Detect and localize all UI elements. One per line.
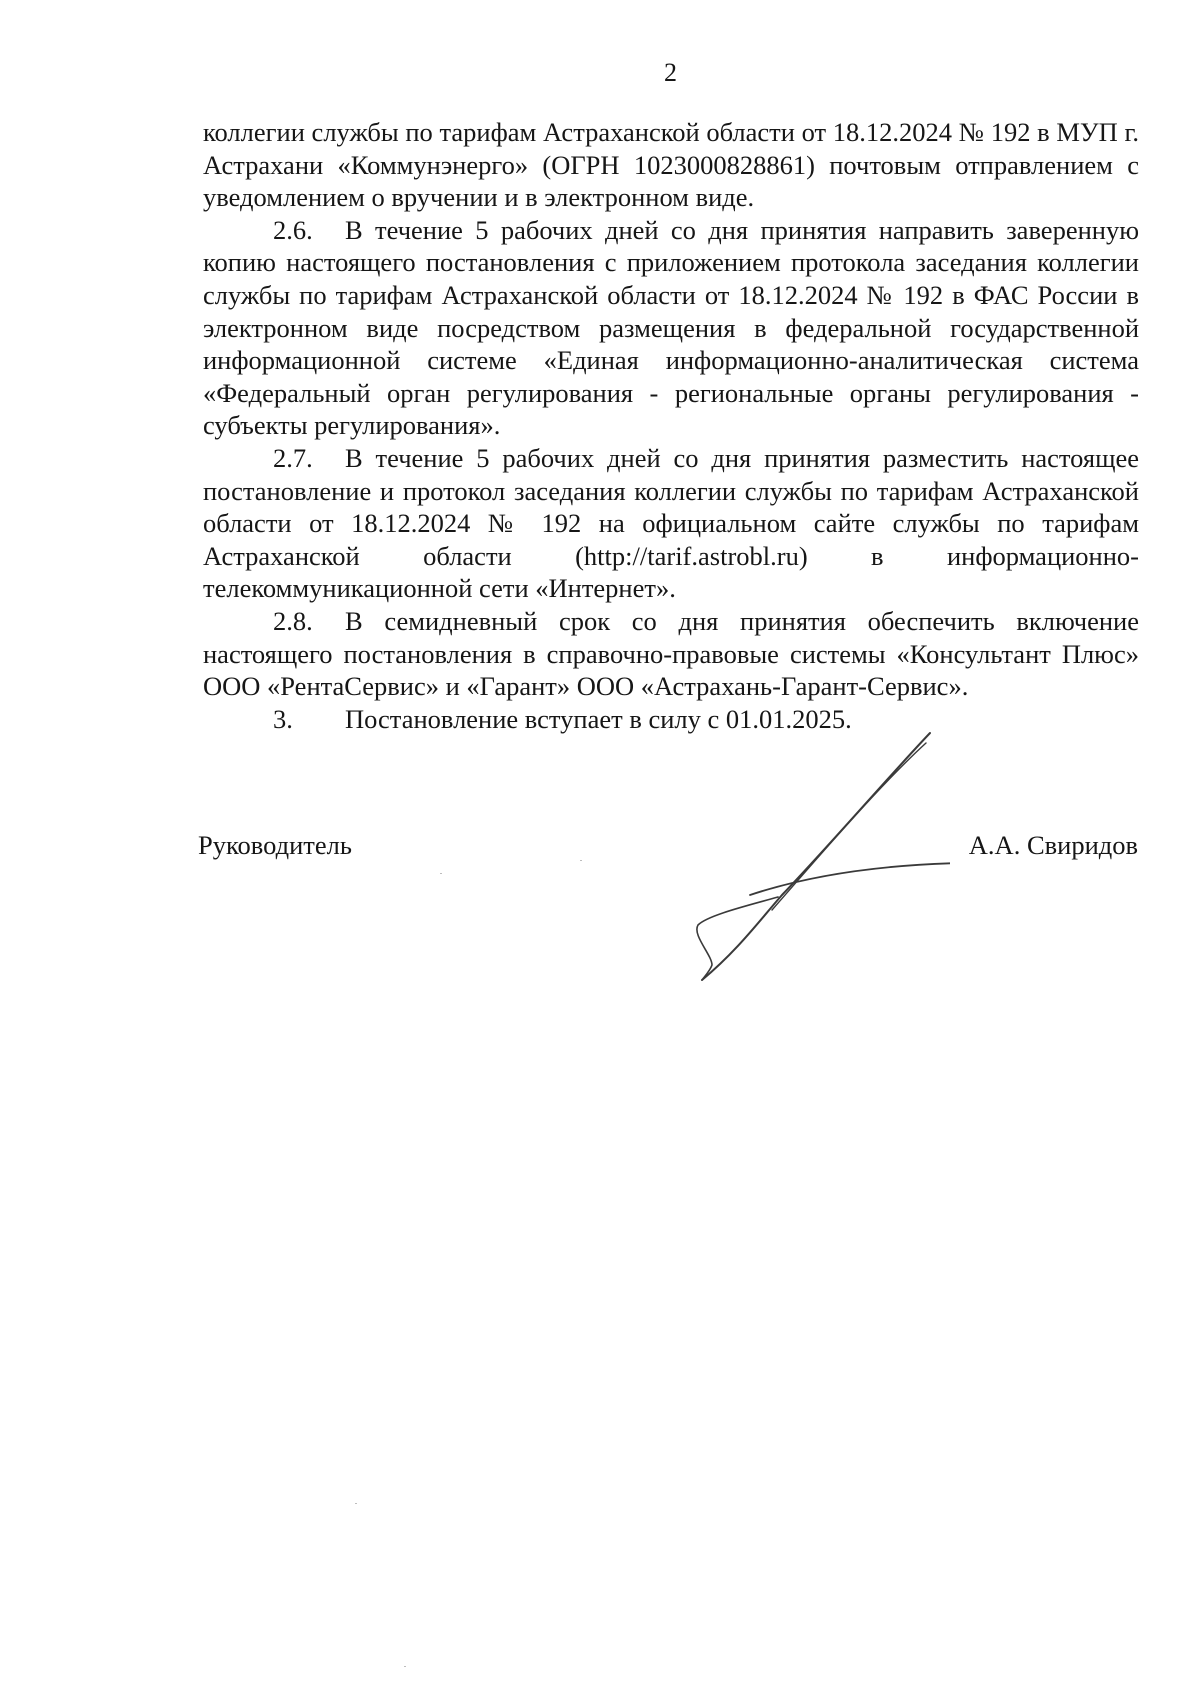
paragraph-text: В семидневный срок со дня принятия обеспечить включение настоящего постановления в справочно-правовые системы «Консультант Плюс» ООО «РентаСервис» и «Гарант» ООО «Астрахань-Гарант-Сервис».	[203, 605, 1139, 702]
document-body	[203, 116, 1139, 735]
signature-block	[198, 830, 1138, 870]
handwritten-signature	[690, 725, 950, 985]
paragraph-text: коллегии службы по тарифам Астраханской области от 18.12.2024 № 192 в МУП г. Астрахани «Коммунэнерго» (ОГРН 1023000828861) почтовым отправлением с уведомлением о вручении и в электронном виде.	[203, 117, 1139, 213]
paragraph-continuation	[203, 116, 1139, 214]
paragraph-2-8	[203, 605, 1139, 703]
paragraph-number: 3.	[273, 703, 293, 734]
signature-stroke-loop	[697, 897, 778, 980]
scan-speck	[580, 860, 582, 861]
paragraph-number: 2.6.	[273, 214, 313, 245]
page-number: 2	[664, 58, 677, 87]
paragraph-2-6	[203, 214, 1139, 442]
scan-speck	[404, 1666, 406, 1667]
signature-stroke-main	[702, 733, 930, 980]
paragraph-3	[203, 703, 1139, 736]
paragraph-2-7	[203, 442, 1139, 605]
paragraph-text: В течение 5 рабочих дней со дня принятия направить заверенную копию настоящего постановления с приложением протокола заседания коллегии службы по тарифам Астраханской области от 18.12.2024 № 192 в ФАС России в электронном виде посредством размещения в федеральной государственной информационной системе «Единая информационно-аналитическая система «Федеральный орган регулирования - региональные органы регулирования - субъекты регулирования».	[203, 214, 1139, 441]
paragraph-number: 2.7.	[273, 442, 313, 473]
signatory-name: А.А. Свиридов	[968, 830, 1138, 860]
paragraph-text: Постановление вступает в силу с 01.01.2025.	[345, 703, 852, 734]
paragraph-number: 2.8.	[273, 605, 313, 636]
paragraph-text: В течение 5 рабочих дней со дня принятия разместить настоящее постановление и протокол заседания коллегии службы по тарифам Астраханской области от 18.12.2024 № 192 на официальном сайте службы по тарифам Астраханской области (http://tarif.astrobl.ru) в информационно-телекоммуникационной сети «Интернет».	[203, 442, 1139, 604]
scan-speck	[440, 873, 442, 874]
scan-speck	[355, 1503, 357, 1504]
signature-stroke-parallel	[772, 743, 926, 910]
signatory-title: Руководитель	[198, 830, 352, 860]
signature-stroke-underline	[750, 863, 950, 895]
